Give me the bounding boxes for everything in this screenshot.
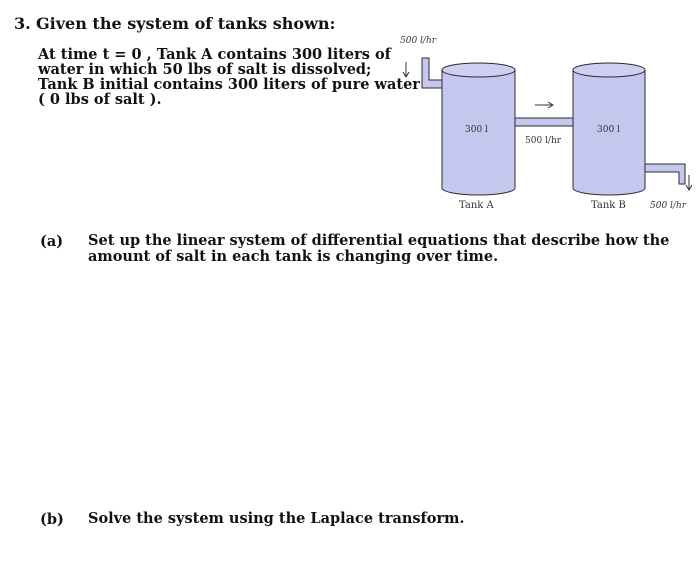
- part-a-text: [88, 233, 669, 265]
- tank-a-label: Tank A: [459, 200, 494, 211]
- intro-line: ( 0 lbs of salt ).: [38, 91, 162, 108]
- inflow-rate-label: 500 l/hr: [400, 36, 437, 46]
- tank-a-volume: 300 l: [465, 125, 488, 135]
- part-a-line: Set up the linear system of differential equations that describe how the: [88, 232, 670, 249]
- part-b-text: [88, 511, 465, 527]
- part-a-line: amount of salt in each tank is changing over time.: [88, 248, 499, 265]
- outflow-pipe: [645, 164, 685, 184]
- connector-pipe: [515, 118, 574, 126]
- tank-diagram: [395, 28, 700, 218]
- intro-line: water in which 50 lbs of salt is dissolved;: [38, 61, 372, 78]
- problem-number: 3.: [14, 14, 31, 33]
- outflow-rate-label: 500 l/hr: [650, 201, 687, 211]
- tank-b-label: Tank B: [591, 200, 626, 211]
- outflow-arrow-icon: [686, 175, 692, 190]
- flow-direction-arrow-icon: [535, 102, 553, 108]
- intro-line: At time t = 0 , Tank A contains 300 liters of: [38, 46, 391, 63]
- problem-intro: [38, 46, 420, 108]
- problem-title: Given the system of tanks shown:: [36, 14, 336, 33]
- part-b-line: Solve the system using the Laplace transform.: [88, 510, 465, 527]
- connector-rate-label: 500 l/hr: [525, 136, 562, 146]
- intro-line: Tank B initial contains 300 liters of pure water: [38, 76, 420, 93]
- part-b-label: (b): [40, 511, 64, 528]
- part-a-label: (a): [40, 233, 64, 250]
- inflow-arrow-icon: [403, 62, 409, 77]
- tank-b-volume: 300 l: [597, 125, 620, 135]
- inflow-pipe: [422, 58, 443, 88]
